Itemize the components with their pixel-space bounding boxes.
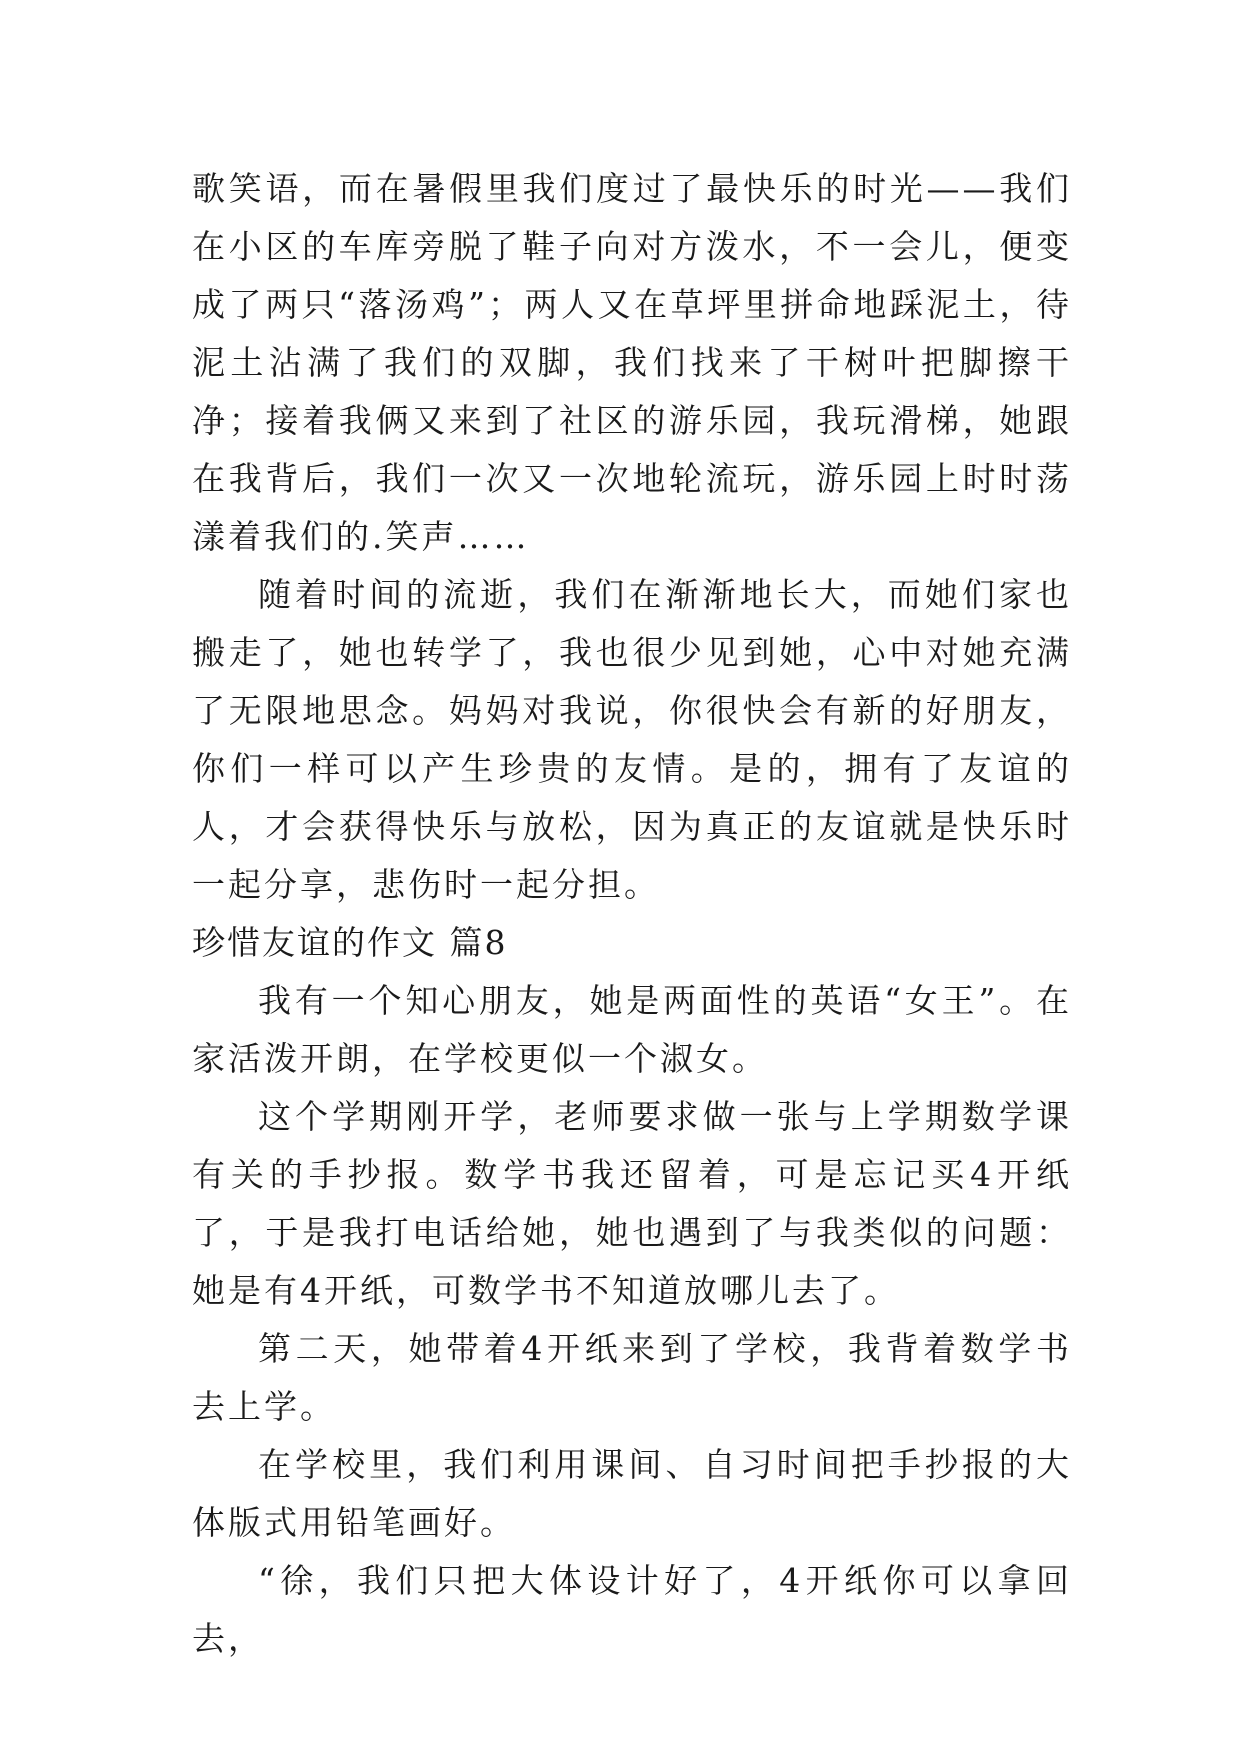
- paragraph: 随着时间的流逝，我们在渐渐地长大，而她们家也搬走了，她也转学了，我也很少见到她，心中对她充满了无限地思念。妈妈对我说，你很快会有新的好朋友，你们一样可以产生珍贵的友情。是的，拥有了友谊的人，才会获得快乐与放松，因为真正的友谊就是快乐时一起分享，悲伤时一起分担。: [192, 575, 1072, 904]
- paragraph: 这个学期刚开学，老师要求做一张与上学期数学课有关的手抄报。数学书我还留着，可是忘记买4开纸了，于是我打电话给她，她也遇到了与我类似的问题：她是有4开纸，可数学书不知道放哪儿去了。: [192, 1097, 1072, 1310]
- paragraph-continued: 歌笑语，而在暑假里我们度过了最快乐的时光——我们在小区的车库旁脱了鞋子向对方泼水，不一会儿，便变成了两只“落汤鸡”；两人又在草坪里拼命地踩泥土，待泥土沾满了我们的双脚，我们找来了干树叶把脚擦干净；接着我俩又来到了社区的游乐园，我玩滑梯，她跟在我背后，我们一次又一次地轮流玩，游乐园上时时荡漾着我们的.笑声……: [192, 169, 1072, 556]
- paragraph: 我有一个知心朋友，她是两面性的英语“女王”。在家活泼开朗，在学校更似一个淑女。: [192, 981, 1072, 1078]
- paragraph: 第二天，她带着4开纸来到了学校，我背着数学书去上学。: [192, 1329, 1072, 1426]
- paragraph: 在学校里，我们利用课间、自习时间把手抄报的大体版式用铅笔画好。: [192, 1445, 1072, 1542]
- section-heading: 珍惜友谊的作文 篇8: [192, 923, 508, 962]
- paragraph: “徐，我们只把大体设计好了，4开纸你可以拿回去，: [192, 1561, 1072, 1658]
- document-body: [192, 160, 1072, 1668]
